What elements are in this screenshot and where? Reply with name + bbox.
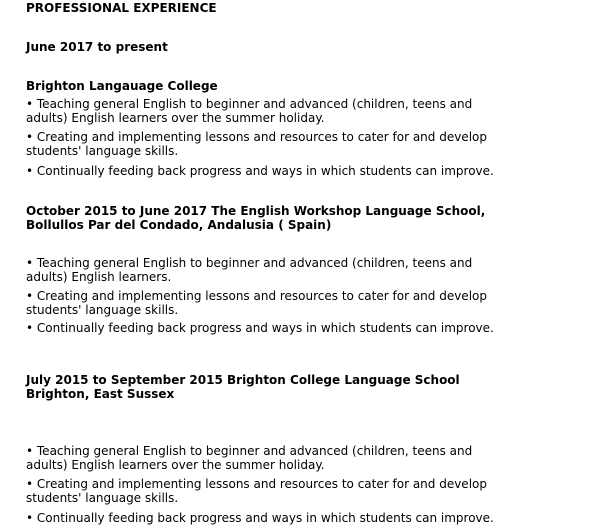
job2-bullet-1: • Teaching general English to beginner and advanced (children, teens and adults) English learners. <box>26 256 473 284</box>
job1-dates: June 2017 to present <box>26 40 168 54</box>
job2-bullet-3: • Continually feeding back progress and ways in which students can improve. <box>26 321 494 335</box>
job3-title: July 2015 to September 2015 Brighton College Language School Brighton, East Sussex <box>26 373 460 401</box>
job1-bullet-3: • Continually feeding back progress and ways in which students can improve. <box>26 164 494 178</box>
job3-bullet-2: • Creating and implementing lessons and resources to cater for and develop students' language skills. <box>26 477 487 505</box>
job2-title: October 2015 to June 2017 The English Workshop Language School, Bollullos Par del Condado, Andalusia ( Spain) <box>26 204 486 232</box>
job1-bullet-1: • Teaching general English to beginner and advanced (children, teens and adults) English learners over the summer holiday. <box>26 97 473 125</box>
section-heading: PROFESSIONAL EXPERIENCE <box>26 1 217 15</box>
job1-employer: Brighton Langauage College <box>26 79 218 93</box>
job1-bullet-2: • Creating and implementing lessons and resources to cater for and develop students' language skills. <box>26 130 487 158</box>
job2-bullet-2: • Creating and implementing lessons and resources to cater for and develop students' language skills. <box>26 289 487 317</box>
job3-bullet-3: • Continually feeding back progress and ways in which students can improve. <box>26 511 494 525</box>
job3-bullet-1: • Teaching general English to beginner and advanced (children, teens and adults) English learners over the summer holiday. <box>26 444 473 472</box>
